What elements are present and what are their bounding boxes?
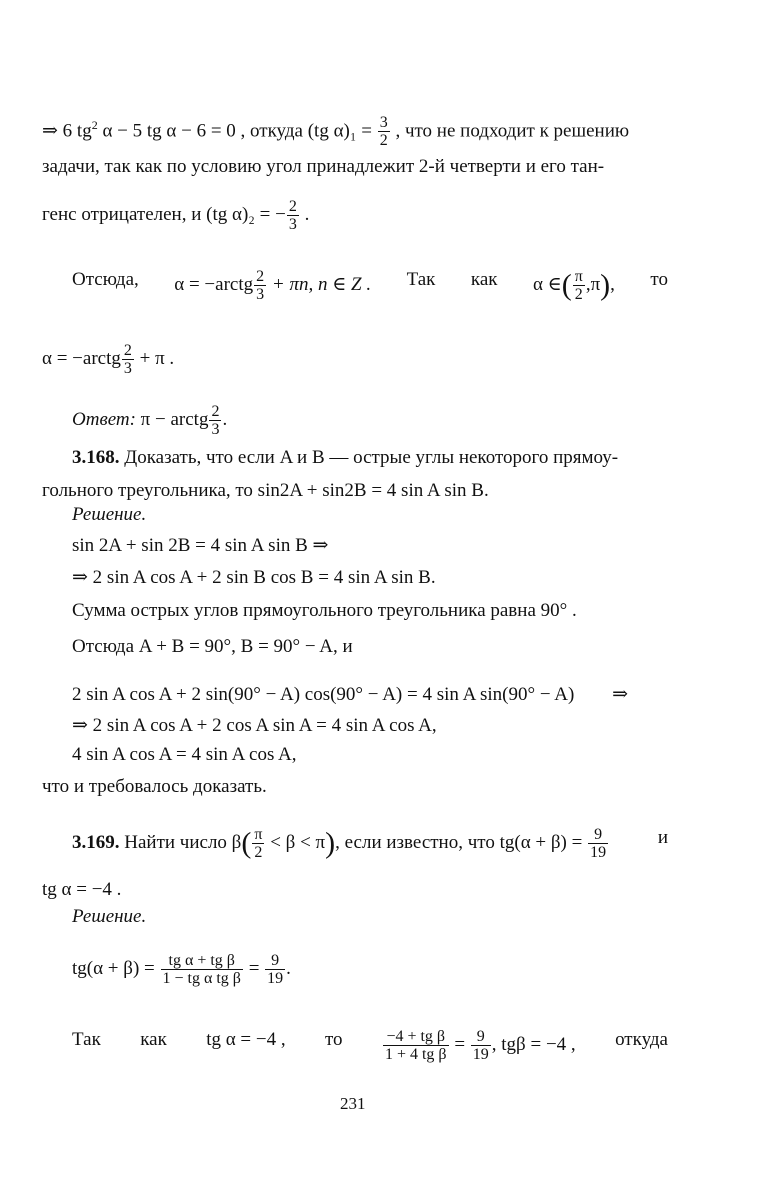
- formula-line-1: ⇒ 6 $tg^2$ α − 5 tg α − 6 = 0 , откуда (tg α)₁ = $\frac{3}{2}$ , что не подходит к решению: [42, 114, 630, 150]
- formula-line-11: ⇒ 2 sin A cos A + 2 sin B cos B = 4 sin A sin B.: [72, 567, 436, 588]
- text-line-12: Сумма острых углов прямоугольного треугольника равна 90° .: [72, 600, 577, 621]
- problem-3-169: 3.169. Найти число β( $\frac{\pi}{2}$ < β < π), если известно, что tg(α + β) = $\frac{9}{19}$ и: [72, 826, 668, 861]
- answer-line: Ответ: π − arctg $\frac{2}{3}$ .: [72, 403, 228, 438]
- fraction-9-19: $\frac{9}{19}$: [267, 952, 284, 987]
- fraction-pi-2: $\frac{\pi}{2}$: [574, 268, 583, 303]
- formula-line-19: tg α = −4 .: [42, 879, 122, 900]
- fraction-2-3: $\frac{2}{3}$: [288, 198, 297, 233]
- text-line-13: Отсюда A + B = 90°, B = 90° − A, и: [72, 636, 353, 657]
- text-line-8: гольного треугольника, то sin2A + sin2B = 4 sin A sin B.: [42, 480, 489, 501]
- fraction-9-19: $\frac{9}{19}$: [590, 826, 607, 861]
- formula-line-22: Так как tg α = −4 , то $\frac{\text{−4 + tg β}}{\text{1 + 4 tg β}}$ = $\frac{9}{19}$ , tgβ = −4 , откуда: [72, 1028, 668, 1063]
- formula-line-3: генс отрицателен, и (tg α)₂ = − $\frac{2}{3}$ .: [42, 198, 310, 233]
- fraction-tg-sum: $\frac{\text{tg α + tg β}}{\text{1 − tg α tg β}}$: [162, 952, 241, 987]
- fraction-2-3: $\frac{2}{3}$: [211, 403, 220, 438]
- formula-line-10: sin 2A + sin 2B = 4 sin A sin B ⇒: [72, 535, 329, 556]
- formula-line-4: Отсюда, α = −arctg $\frac{2}{3}$ + πn, n ∈ Z . Так как α ∈( $\frac{\pi}{2}$ ,π), то: [72, 268, 668, 303]
- fraction-3-2: $\frac{3}{2}$: [379, 114, 388, 150]
- fraction-2-3: $\frac{2}{3}$: [256, 268, 265, 303]
- solution-heading: Решение.: [72, 504, 147, 525]
- fraction-pi-2: $\frac{\pi}{2}$: [254, 826, 263, 861]
- formula-line-5: α = −arctg $\frac{2}{3}$ + π .: [42, 342, 175, 377]
- fraction-2-3: $\frac{2}{3}$: [123, 342, 132, 377]
- formula-line-16: 4 sin A cos A = 4 sin A cos A,: [72, 744, 297, 765]
- fraction-tg-expr: $\frac{\text{−4 + tg β}}{\text{1 + 4 tg β}}$: [384, 1028, 447, 1063]
- text-line-2: задачи, так как по условию угол принадлежит 2-й четверти и его тан-: [42, 156, 605, 177]
- page-number: 231: [340, 1094, 366, 1113]
- formula-line-15: ⇒ 2 sin A cos A + 2 cos A sin A = 4 sin A cos A,: [72, 715, 437, 736]
- fraction-9-19: $\frac{9}{19}$: [472, 1028, 489, 1063]
- formula-line-21: tg(α + β) = $\frac{\text{tg α + tg β}}{\text{1 − tg α tg β}}$ = $\frac{9}{19}$ .: [72, 952, 291, 987]
- formula-line-14: 2 sin A cos A + 2 sin(90° − A) cos(90° − A) = 4 sin A sin(90° − A) ⇒: [72, 684, 628, 705]
- problem-3-168: 3.168. Доказать, что если A и B — острые углы некоторого прямоу-: [72, 447, 619, 468]
- solution-heading-2: Решение.: [72, 906, 147, 927]
- text-line-17: что и требовалось доказать.: [42, 776, 267, 797]
